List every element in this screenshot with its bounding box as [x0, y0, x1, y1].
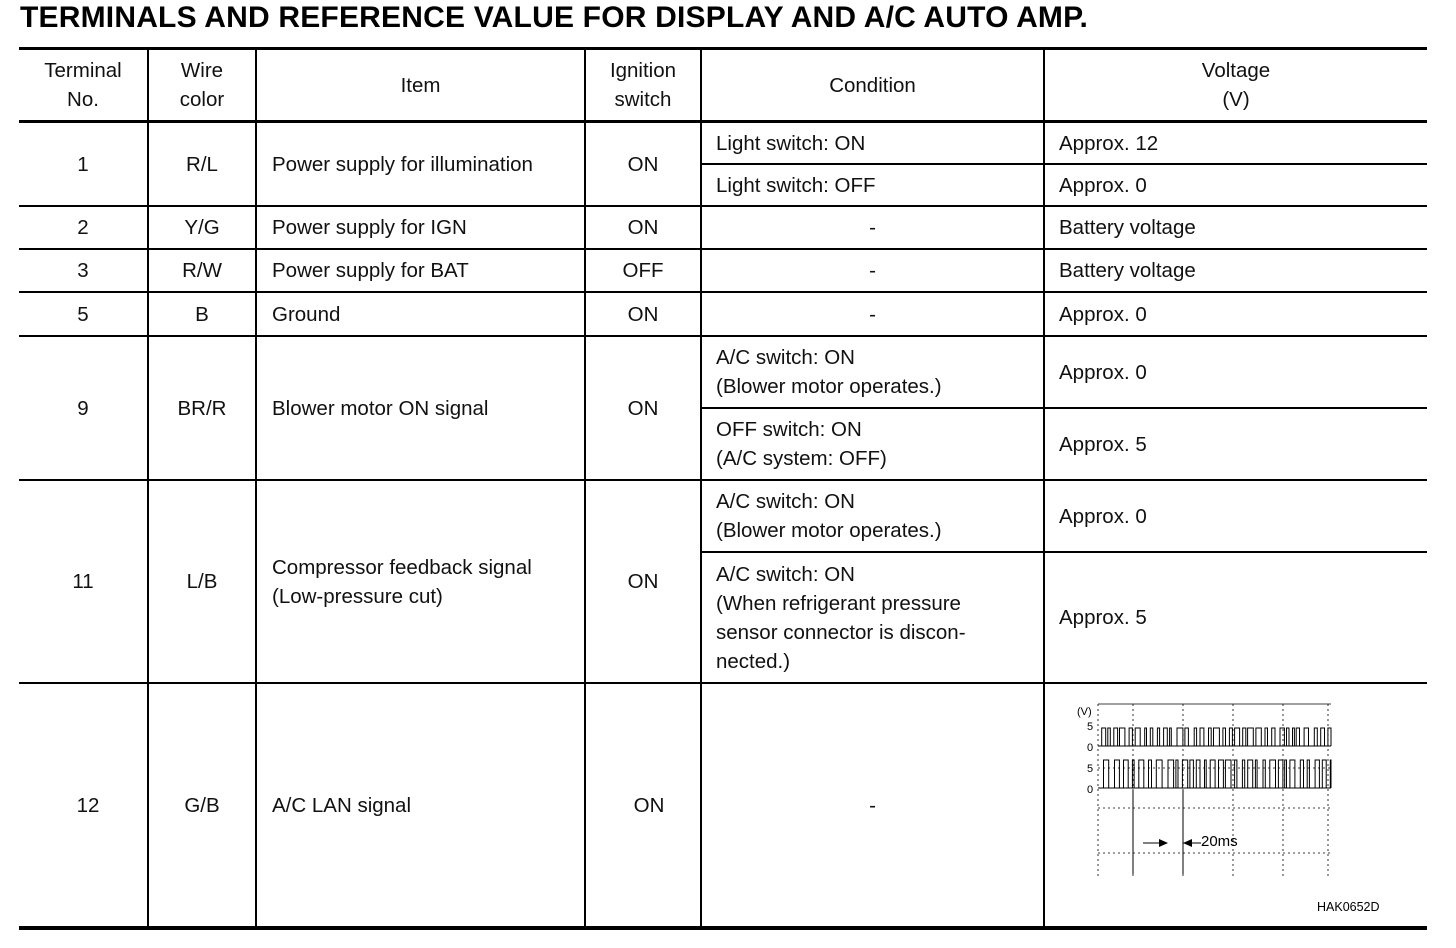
condition-text: A/C switch: ON (Blower motor operates.) [716, 490, 942, 542]
column-divider [255, 47, 257, 929]
ignition-state: OFF [622, 259, 664, 282]
terminal-cell [19, 293, 147, 335]
ignition-cell [586, 293, 700, 335]
voltage-cell [1059, 165, 1427, 205]
item-cell [272, 337, 584, 479]
condition-cell [702, 207, 1043, 248]
wire-color: L/B [186, 570, 218, 593]
column-divider [1043, 47, 1045, 929]
header-ignition-text: Ignition switch [609, 59, 677, 111]
voltage-cell [1059, 553, 1427, 682]
header-item [257, 50, 584, 120]
condition-text: Light switch: ON [716, 131, 866, 155]
wire-color: R/W [182, 259, 222, 282]
ignition-cell [586, 250, 700, 291]
header-terminal [19, 50, 147, 120]
item-text: Power supply for illumination [272, 152, 533, 176]
terminal-number: 1 [77, 152, 89, 176]
ignition-cell [586, 207, 700, 248]
condition-text: A/C switch: ON (When refrigerant pressure sensor connector is discon- nected.) [716, 562, 966, 673]
wire-color: G/B [184, 793, 220, 817]
terminal-cell [19, 684, 157, 926]
voltage-text: Approx. 0 [1059, 360, 1147, 384]
wire-cell [149, 293, 255, 335]
ignition-cell [586, 481, 700, 682]
condition-cell [716, 409, 1043, 479]
voltage-cell [1059, 409, 1427, 479]
arrow-right-icon [1159, 839, 1168, 847]
terminal-cell [19, 337, 147, 479]
condition-cell [716, 123, 1043, 163]
condition-text: A/C switch: ON (Blower motor operates.) [716, 346, 942, 398]
condition-cell [716, 337, 1043, 407]
voltage-text: Approx. 0 [1059, 504, 1147, 528]
item-text: Power supply for BAT [272, 259, 469, 282]
ignition-state: ON [627, 152, 659, 176]
header-terminal-text: Terminal No. [44, 59, 122, 111]
terminal-number: 3 [77, 259, 89, 282]
terminal-cell [19, 481, 147, 682]
item-cell [272, 250, 584, 291]
ignition-cell [586, 684, 712, 926]
voltage-cell [1059, 293, 1427, 335]
voltage-text: Battery voltage [1059, 259, 1196, 282]
wire-color: BR/R [177, 396, 227, 420]
wire-color: Y/G [184, 216, 220, 239]
header-condition [702, 50, 1043, 120]
ignition-state: ON [627, 396, 659, 420]
header-ignition [586, 50, 700, 120]
item-cell [272, 123, 584, 205]
condition-cell [702, 250, 1043, 291]
voltage-text: Approx. 12 [1059, 131, 1159, 155]
time-marker [1133, 790, 1201, 874]
wire-color: R/L [186, 152, 218, 176]
page-title: TERMINALS AND REFERENCE VALUE FOR DISPLAY AND A/C AUTO AMP. [20, 1, 1088, 34]
header-wire-text: Wire color [179, 59, 225, 111]
header-condition-text: Condition [829, 73, 916, 97]
condition-text: - [869, 259, 876, 282]
terminal-number: 11 [72, 570, 94, 593]
header-item-text: Item [400, 73, 441, 97]
wire-cell [149, 684, 255, 926]
ignition-state: ON [627, 302, 659, 326]
wire-cell [149, 123, 255, 205]
arrow-left-icon [1183, 839, 1192, 847]
item-cell [272, 207, 584, 248]
condition-text: Light switch: OFF [716, 173, 876, 197]
item-text: A/C LAN signal [272, 793, 412, 817]
item-text: Blower motor ON signal [272, 396, 489, 420]
voltage-cell [1059, 207, 1427, 248]
voltage-cell [1059, 337, 1427, 407]
item-cell [272, 481, 584, 682]
voltage-text: Approx. 0 [1059, 302, 1147, 326]
item-cell [272, 684, 584, 926]
header-voltage [1045, 50, 1427, 120]
voltage-text: Approx. 5 [1059, 432, 1147, 456]
condition-cell [716, 553, 1043, 682]
condition-text: - [869, 793, 876, 817]
ignition-cell [586, 123, 700, 205]
waveform-tick-label: 5 [1087, 721, 1094, 733]
wire-cell [149, 207, 255, 248]
waveform-unit-label: (V) [1077, 706, 1092, 718]
table-bottom-rule [19, 926, 1427, 930]
condition-cell [702, 684, 1043, 926]
ignition-state: ON [627, 570, 659, 593]
voltage-text: Approx. 0 [1059, 173, 1147, 197]
voltage-cell [1059, 123, 1427, 163]
voltage-cell [1059, 250, 1427, 291]
waveform-tick-label: 5 [1087, 763, 1094, 775]
ignition-cell [586, 337, 700, 479]
terminal-cell [19, 250, 147, 291]
ignition-state: ON [633, 793, 665, 817]
voltage-text: Battery voltage [1059, 216, 1196, 239]
reference-table [19, 47, 1427, 930]
time-label: 20ms [1201, 833, 1238, 850]
voltage-text: Approx. 5 [1059, 606, 1147, 629]
lan-signal-waveform [1073, 698, 1403, 918]
item-text: Compressor feedback signal (Low-pressure cut) [272, 555, 532, 608]
terminal-cell [19, 207, 147, 248]
wire-color: B [195, 302, 209, 326]
waveform-tick-label: 0 [1087, 784, 1094, 796]
condition-cell [702, 293, 1043, 335]
ignition-state: ON [627, 216, 659, 239]
header-voltage-text: Voltage (V) [1201, 59, 1271, 111]
header-wire [149, 50, 255, 120]
wire-cell [149, 481, 255, 682]
waveform-tick-label: 0 [1087, 742, 1094, 754]
item-text: Ground [272, 302, 341, 326]
condition-text: OFF switch: ON (A/C system: OFF) [716, 418, 887, 470]
condition-cell [716, 481, 1043, 551]
terminal-number: 5 [77, 302, 89, 326]
condition-text: - [869, 216, 876, 239]
figure-code: HAK0652D [1317, 900, 1380, 914]
wire-cell [149, 250, 255, 291]
terminal-number: 9 [77, 396, 89, 420]
voltage-cell [1059, 481, 1427, 551]
condition-text: - [869, 302, 876, 326]
terminal-cell [19, 123, 147, 205]
terminal-number: 12 [76, 793, 100, 817]
terminal-number: 2 [77, 216, 89, 239]
item-cell [272, 293, 584, 335]
condition-cell [716, 165, 1043, 205]
wire-cell [149, 337, 255, 479]
item-text: Power supply for IGN [272, 216, 467, 239]
